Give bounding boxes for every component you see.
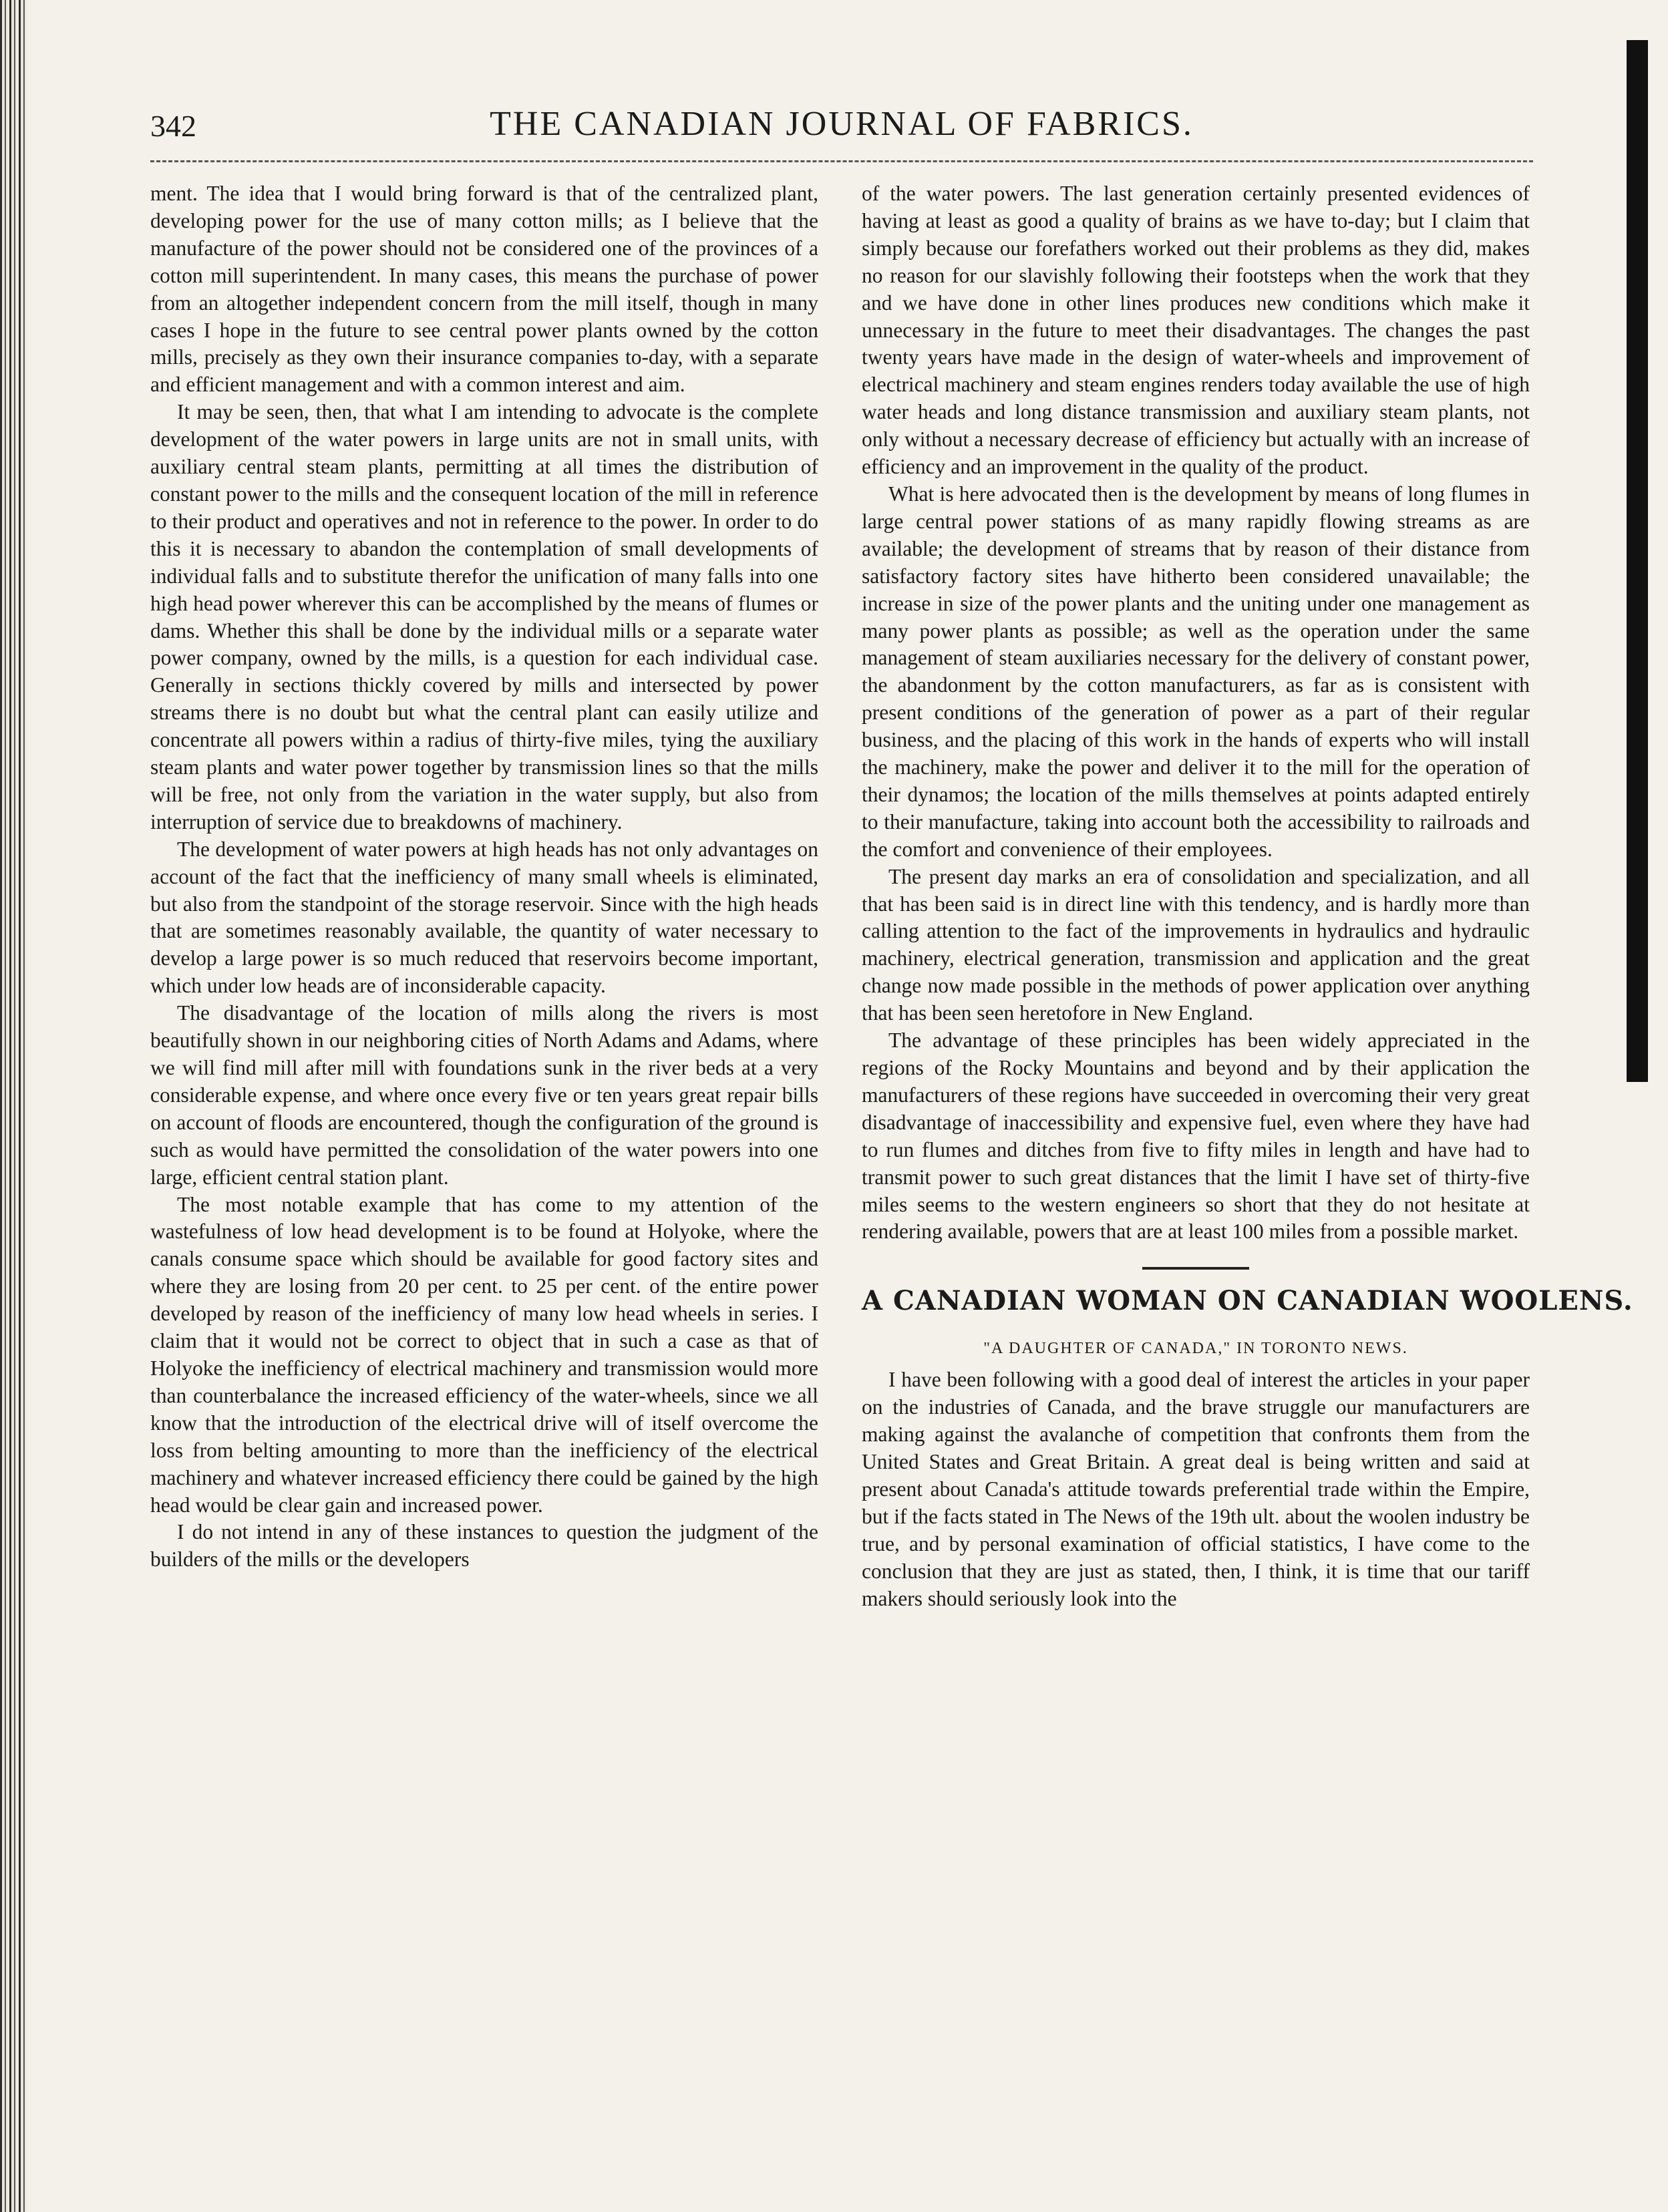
scan-edge-bar: [1627, 40, 1648, 1082]
paragraph: I do not intend in any of these instances to question the judgment of the builders of the mills or the developers: [150, 1520, 818, 1572]
right-column: [862, 180, 1633, 2157]
paragraph: of the water powers. The last generation certainly presented evidences of having at least as good a quality of brains as we have to-day; but I claim that simply because our forefathers worked out their problems as they did, makes no reason for our slavishly following their footsteps when the work that they and we have done in other lines produces new conditions which make it unnecessary in the future to meet their disadvantages. The changes the past twenty years have made in the design of water-wheels and improvement of electrical machinery and steam engines renders today available the use of high water heads and long distance transmission and auxiliary steam plants, not only without a necessary decrease of efficiency but actually with an increase of efficiency and an improvement in the quality of the product.: [862, 182, 1530, 479]
page-header: [150, 100, 1533, 154]
paragraph: The present day marks an era of consolidation and specialization, and all that has been said is in direct line with this tendency, and is hardly more than calling attention to the fact of the improvements in hydraulics and hydraulic machinery, electrical generation, transmission and application and the great change now made possible in the methods of power application over anything that has been seen heretofore in New England.: [862, 864, 1530, 1025]
running-title: THE CANADIAN JOURNAL OF FABRICS.: [490, 105, 1194, 143]
header-rule: [150, 160, 1533, 166]
left-column: [150, 180, 818, 2157]
section-byline: "A DAUGHTER OF CANADA," IN TORONTO NEWS.: [983, 1340, 1408, 1358]
paragraph: It may be seen, then, that what I am intending to advocate is the complete development of the water powers in large units are not in small units, with auxiliary central steam plants, permitting at all times the distribution of constant power to the mills and the consequent location of the mill in reference to their product and operatives and not in reference to the power. In order to do this it is necessary to abandon the contemplation of small developments of individual falls and to substitute therefor the unification of many falls into one high head power wherever this can be accomplished by the means of flumes or dams. Whether this shall be done by the individual mills or a separate water power company, owned by the mills, is a question for each individual case. Generally in sections thickly covered by mills and intersected by power streams there is no doubt but what the central plant can easily utilize and concentrate all powers within a radius of thirty-five miles, tying the auxiliary steam plants and water power together by transmission lines so that the mills will be free, not only from the variation in the water supply, but also from interruption of service due to breakdowns of machinery.: [150, 400, 818, 834]
section-divider: [1142, 1267, 1249, 1270]
paragraph: The disadvantage of the location of mills along the rivers is most beautifully shown in our neighboring cities of North Adams and Adams, where we will find mill after mill with foundations sunk in the river beds at a very considerable expense, and where once every five or ten years great repair bills on account of floods are encountered, though the configuration of the ground is such as would have permitted the consolidation of the water powers into one large, efficient central station plant.: [150, 1001, 818, 1189]
paragraph: The development of water powers at high heads has not only advantages on account of the fact that the inefficiency of many small wheels is eliminated, but also from the standpoint of the storage reservoir. Since with the high heads that are sometimes reasonably available, the quantity of water necessary to develop a large power is so much reduced that reservoirs become important, which under low heads are of inconsiderable capacity.: [150, 837, 818, 998]
page-number: 342: [150, 109, 196, 143]
paragraph: ment. The idea that I would bring forward is that of the centralized plant, developing power for the use of many cotton mills; as I believe that the manufacture of the power should not be considered one of the provinces of a cotton mill superintendent. In many cases, this means the purchase of power from an altogether independent concern from the mill itself, though in many cases I hope in the future to see central power plants owned by the cotton mills, precisely as they own their insurance companies to-day, with a separate and efficient management and with a common interest and aim.: [150, 182, 818, 397]
paragraph: The advantage of these principles has been widely appreciated in the regions of the Rocky Mountains and beyond and by their application the manufacturers of these regions have succeeded in overcoming their very great disadvantage of inaccessibility and expensive fuel, even where they have had to run flumes and ditches from five to fifty miles in length and have had to transmit power to such great distances that the limit I have set of thirty-five miles seems to the western engineers so short that they do not hesitate at rendering available, powers that are at least 100 miles from a possible market.: [862, 1029, 1530, 1244]
section-heading: A CANADIAN WOMAN ON CANADIAN WOOLENS.: [862, 1285, 1633, 1317]
paragraph: I have been following with a good deal of interest the articles in your paper on the industries of Canada, and the brave struggle our manufacturers are making against the avalanche of competition that confronts them from the United States and Great Britain. A great deal is being written and said at present about Canada's attitude towards preferential trade within the Empire, but if the facts stated in The News of the 19th ult. about the woolen industry be true, and by personal examination of official statistics, I have come to the conclusion that they are just as stated, then, I think, it is time that our tariff makers should seriously look into the: [862, 1368, 1530, 1610]
paragraph: What is here advocated then is the development by means of long flumes in large central power stations of as many rapidly flowing streams as are available; the development of streams that by reason of their distance from satisfactory factory sites have hitherto been considered unavailable; the increase in size of the power plants and the uniting under one management as many power plants as possible; as well as the operation under the same management of steam auxiliaries necessary for the delivery of constant power, the abandonment by the cotton manufacturers, as far as is consistent with present conditions of the generation of power as a part of their regular business, and the placing of this work in the hands of experts who will install the machinery, make the power and deliver it to the mill for the operation of their dynamos; the location of the mills themselves at points adapted entirely to their manufacture, taking into account both the accessibility to railroads and the comfort and convenience of their employees.: [862, 482, 1530, 861]
page-binding-edge: [0, 0, 27, 2212]
paragraph: The most notable example that has come to my attention of the wastefulness of low head development is to be found at Holyoke, where the canals consume space which should be available for good factory sites and where they are losing from 20 per cent. to 25 per cent. of the entire power developed by reason of the inefficiency of many low head wheels in series. I claim that it would not be correct to object that in such a case as that of Holyoke the inefficiency of electrical machinery and transmission would more than counterbalance the increased efficiency of the water-wheels, since we all know that the introduction of the electrical drive will of itself overcome the loss from belting amounting to more than the inefficiency of the electrical machinery and whatever increased efficiency there could be gained by the high head would be clear gain and increased power.: [150, 1192, 818, 1517]
